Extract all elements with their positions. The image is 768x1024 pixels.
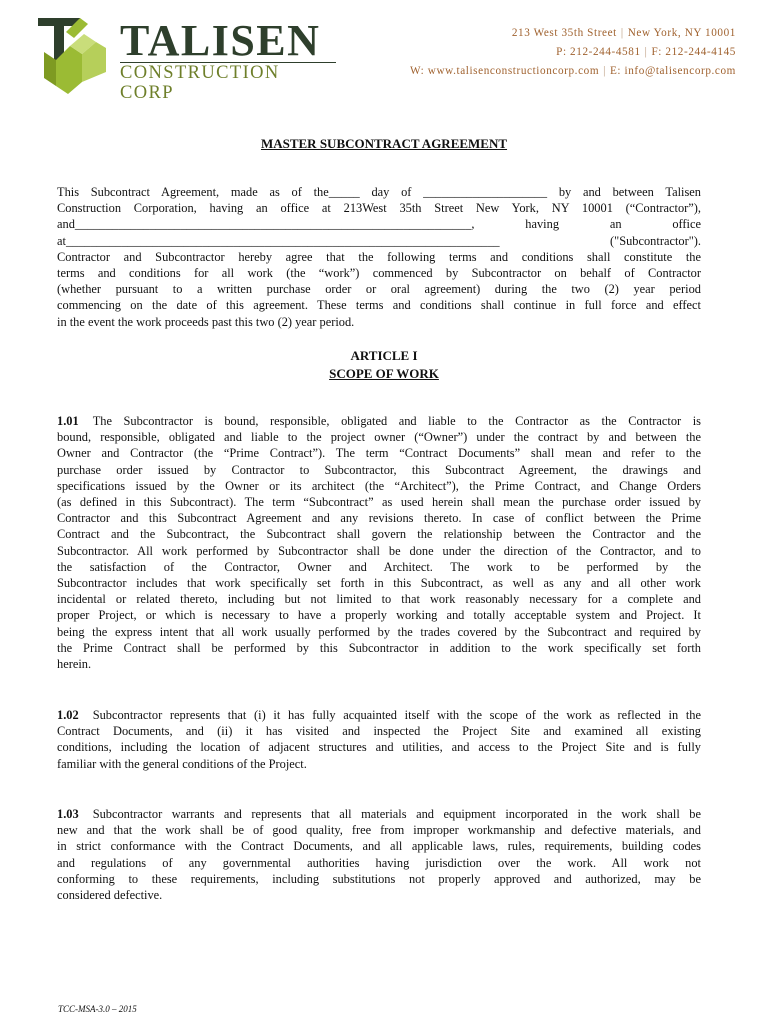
intro-paragraph xyxy=(57,184,701,330)
contact-address-line: 213 West 35th Street | New York, NY 10001 xyxy=(511,27,736,39)
section-line: and regulations of any governmental authorities having jurisdiction over the work. All work not xyxy=(57,855,701,870)
section-line: Contract Documents, and (ii) it has visited and inspected the Project Site and examined all existing xyxy=(57,724,701,739)
contact-block xyxy=(410,24,736,81)
section-line: the Prime Contract shall be performed by this Subcontractor in addition to the work specifically set forth xyxy=(57,640,701,655)
website-link[interactable]: W: www.talisenconstructioncorp.com xyxy=(409,65,600,77)
contact-phone-line: P: 212-244-4581 | F: 212-244-4145 xyxy=(556,46,736,58)
section-line: the satisfaction of the Contractor, Owner and Architect. The work to be performed by the xyxy=(57,559,701,574)
section-number: 1.01 xyxy=(57,414,79,428)
section-1-01 xyxy=(57,413,701,672)
section-1-02 xyxy=(57,707,701,772)
section-line: in strict conformance with the Contract Documents, and all applicable laws, rules, requirements, building codes xyxy=(57,839,701,854)
section-line: familiar with the general conditions of the Project. xyxy=(57,756,307,771)
intro-line: commencing on the date of this agreement. These terms and conditions shall continue in full force and effect xyxy=(57,298,701,313)
city-state: New York, NY 10001 xyxy=(627,27,736,39)
section-line: specifications issued by the Owner or its architect (the “Architect”), the Prime Contract, and Change Orders xyxy=(57,478,701,493)
section-number: 1.03 xyxy=(57,807,79,821)
section-line: Contractor and this Subcontract Agreement and any revisions thereto. In case of conflict between the Prime xyxy=(57,511,701,526)
section-line: Contract and the Subcontract, the Subcontract shall govern the relationship between the Contractor and the xyxy=(57,527,701,542)
section-line: conforming to these requirements, including substitutions not properly approved and authorized, may be xyxy=(57,871,701,886)
phone-number: P: 212-244-4581 xyxy=(556,46,641,58)
contact-web-line: W: www.talisenconstructioncorp.com | E: info@talisencorp.com xyxy=(409,65,736,77)
brand-name: TALISEN xyxy=(120,16,321,65)
section-line: being the express intent that all work usually performed by the trades covered by the Subcontract and required by xyxy=(57,624,701,639)
section-line: proper Project, or which is necessary to have a properly working and totally acceptable system and Project. It xyxy=(57,608,701,623)
section-line: Subcontractor includes that work specifically set forth in this Subcontract, as well as any and all other work xyxy=(57,576,701,591)
section-line: Subcontractor. All work performed by Subcontractor shall be done under the direction of the Contractor, and to xyxy=(57,543,701,558)
section-line: The Subcontractor is bound, responsible, obligated and liable to the Contractor as the Contractor is xyxy=(92,414,701,428)
section-1-03 xyxy=(57,806,701,903)
intro-line: in the event the work proceeds past this two (2) year period. xyxy=(57,314,355,329)
article-title: SCOPE OF WORK xyxy=(329,366,439,381)
email-link[interactable]: E: info@talisencorp.com xyxy=(609,65,736,77)
intro-line: at______________________________________________________________________ ("Subcontractor"). xyxy=(57,233,701,248)
section-line: conditions, including the location of adjacent structures and utilities, and access to the Project Site and is fully xyxy=(57,740,701,755)
article-heading xyxy=(0,347,768,383)
section-line: herein. xyxy=(57,657,92,672)
document-footer-code: TCC-MSA-3.0 – 2015 xyxy=(58,1004,137,1014)
company-logo xyxy=(36,16,336,103)
intro-line: and________________________________________________________________, having an office xyxy=(57,217,701,232)
section-line: Owner and Contractor (the “Prime Contract”). The term “Contract Documents” shall mean and refer to the xyxy=(57,446,701,461)
document-title: MASTER SUBCONTRACT AGREEMENT xyxy=(260,136,508,151)
intro-line: This Subcontract Agreement, made as of the_____ day of ____________________ by and between Talisen xyxy=(57,185,701,199)
section-line: purchase order issued by Contractor to Subcontractor, this Subcontract Agreement, the drawings and xyxy=(57,462,701,477)
section-line: considered defective. xyxy=(57,888,163,903)
fax-number: F: 212-244-4145 xyxy=(651,46,736,58)
section-number: 1.02 xyxy=(57,708,79,722)
brand-subtitle: CONSTRUCTION CORP xyxy=(120,62,336,103)
talisen-logo-icon xyxy=(36,16,120,96)
section-line: new and that the work shall be of good quality, free from improper workmanship and defective materials, and xyxy=(57,823,701,838)
section-line: bound, responsible, obligated and liable to the project owner (“Owner”) under the contract by and between the xyxy=(57,430,701,445)
section-line: incidental or related thereto, including but not limited to that work reasonably necessary for a complete and xyxy=(57,592,701,607)
article-number: ARTICLE I xyxy=(350,348,418,363)
intro-line: Contractor and Subcontractor hereby agree that the following terms and conditions shall constitute the xyxy=(57,249,701,264)
section-line: Subcontractor warrants and represents that all materials and equipment incorporated in the work shall be xyxy=(92,807,701,821)
intro-line: (whether pursuant to a written purchase order or oral agreement) during the two (2) year period xyxy=(57,282,701,297)
street-address: 213 West 35th Street xyxy=(511,27,617,39)
intro-line: Construction Corporation, having an office at 213West 35th Street New York, NY 10001 (“Contractor”), xyxy=(57,201,701,216)
section-line: (as defined in this Subcontract). The term “Subcontract” as used herein shall mean the purchase order issued by xyxy=(57,495,701,510)
intro-line: terms and conditions for all work (the “work”) commenced by Subcontractor on behalf of Contractor xyxy=(57,266,701,281)
section-line: Subcontractor represents that (i) it has fully acquainted itself with the scope of the work as reflected in the xyxy=(92,708,701,722)
